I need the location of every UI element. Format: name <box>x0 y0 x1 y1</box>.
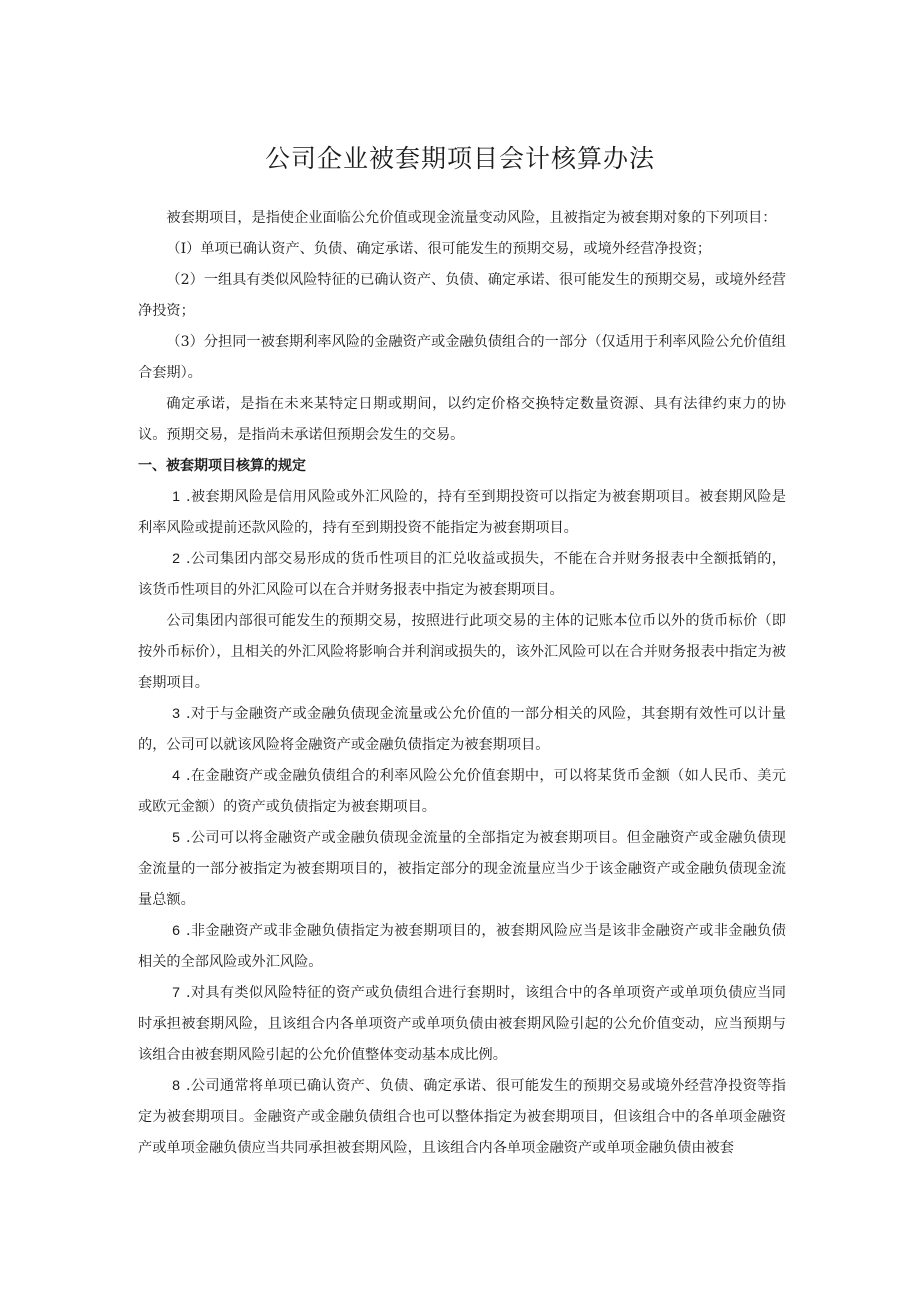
rule-8 <box>138 1071 786 1164</box>
rule-7 <box>138 978 786 1071</box>
rule-text: .被套期风险是信用风险或外汇风险的，持有至到期投资可以指定为被套期项目。被套期风险是利率风险或提前还款风险的，持有至到期投资不能指定为被套期项目。 <box>138 489 786 536</box>
section-heading: 一、被套期项目核算的规定 <box>138 458 306 474</box>
list-item-3: （3）分担同一被套期利率风险的金融资产或金融负债组合的一部分（仅适用于利率风险公允价值组合套期）。 <box>138 334 786 381</box>
rule-3 <box>138 699 786 761</box>
list-item-2: （2）一组具有类似风险特征的已确认资产、负债、确定承诺、很可能发生的预期交易，或境外经营净投资； <box>138 272 786 319</box>
rule-2 <box>138 544 786 606</box>
rule-number: 1 <box>172 489 180 505</box>
rule-1 <box>138 482 786 544</box>
rule-text: .公司可以将金融资产或金融负债现金流量的全部指定为被套期项目。但金融资产或金融负债现金流量的一部分被指定为被套期项目的，被指定部分的现金流量应当少于该金融资产或金融负债现金流量总额。 <box>138 830 786 908</box>
intro-paragraph: 被套期项目，是指使企业面临公允价值或现金流量变动风险，且被指定为被套期对象的下列项目： <box>166 210 777 226</box>
rule-text: .对具有类似风险特征的资产或负债组合进行套期时，该组合中的各单项资产或单项负债应当同时承担被套期风险，且该组合内各单项资产或单项负债由被套期风险引起的公允价值变动，应当预期与该组合由被套期风险引起的公允价值整体变动基本成比例。 <box>138 985 786 1063</box>
rule-number: 2 <box>172 551 180 567</box>
rule-number: 5 <box>172 830 180 846</box>
rule-text: .公司集团内部交易形成的货币性项目的汇兑收益或损失，不能在合并财务报表中全额抵销的，该货币性项目的外汇风险可以在合并财务报表中指定为被套期项目。 <box>138 551 786 598</box>
rule-text: .公司通常将单项已确认资产、负债、确定承诺、很可能发生的预期交易或境外经营净投资等指定为被套期项目。金融资产或金融负债组合也可以整体指定为被套期项目，但该组合中的各单项金融资产或单项金融负债应当共同承担被套期风险，且该组合内各单项金融资产或单项金融负债由被套 <box>138 1078 786 1156</box>
rule-text: 公司集团内部很可能发生的预期交易，按照进行此项交易的主体的记账本位币以外的货币标价（即按外币标价），且相关的外汇风险将影响合并利润或损失的，该外汇风险可以在合并财务报表中指定为被套期项目。 <box>138 613 786 691</box>
rule-text: .非金融资产或非金融负债指定为被套期项目的，被套期风险应当是该非金融资产或非金融负债相关的全部风险或外汇风险。 <box>138 923 786 970</box>
rule-number: 7 <box>172 985 180 1001</box>
page-title: 公司企业被套期项目会计核算办法 <box>264 144 655 173</box>
rule-6 <box>138 916 786 978</box>
rule-4 <box>138 761 786 823</box>
rule-number: 4 <box>172 768 180 784</box>
rule-text: .在金融资产或金融负债组合的利率风险公允价值套期中，可以将某货币金额（如人民币、美元或欧元金额）的资产或负债指定为被套期项目。 <box>138 768 786 815</box>
definition-paragraph: 确定承诺，是指在未来某特定日期或期间，以约定价格交换特定数量资源、具有法律约束力的协议。预期交易，是指尚未承诺但预期会发生的交易。 <box>138 396 786 443</box>
rule-number: 8 <box>172 1078 180 1094</box>
rule-number: 3 <box>172 706 180 722</box>
rule-number: 6 <box>172 923 180 939</box>
rule-text: .对于与金融资产或金融负债现金流量或公允价值的一部分相关的风险，其套期有效性可以计量的，公司可以就该风险将金融资产或金融负债指定为被套期项目。 <box>138 706 786 753</box>
list-item-1: （I）单项已确认资产、负债、确定承诺、很可能发生的预期交易，或境外经营净投资； <box>166 241 712 257</box>
rule-2-continuation <box>138 606 786 699</box>
rule-5 <box>138 823 786 916</box>
document-body <box>138 203 786 1164</box>
